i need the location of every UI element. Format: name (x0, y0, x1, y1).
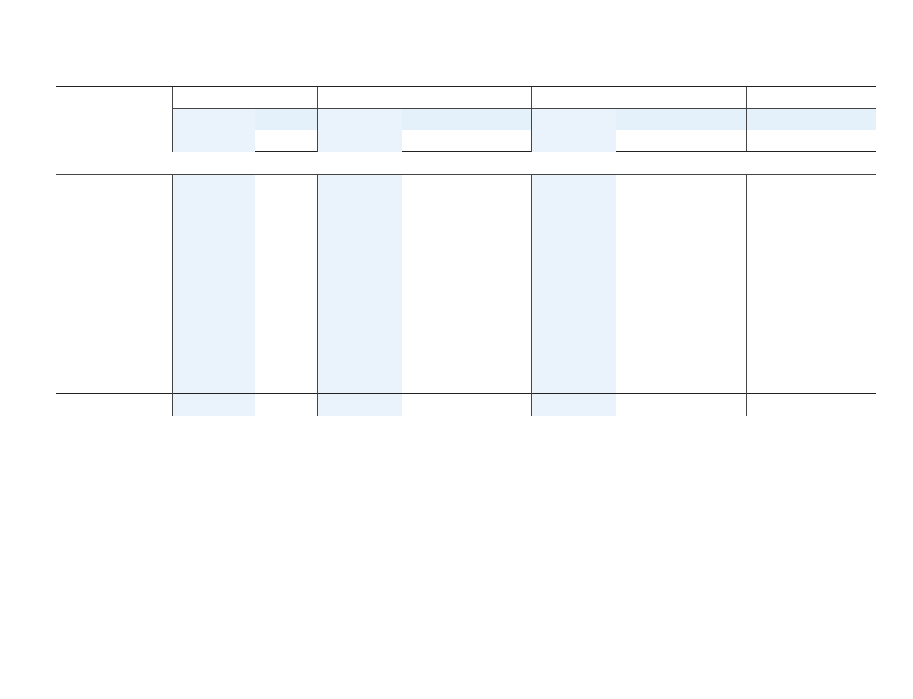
value-cell (746, 393, 789, 415)
value-cell (616, 371, 659, 393)
value-cell (616, 174, 659, 196)
value-cell (703, 284, 746, 306)
task3-header (532, 87, 746, 109)
value-cell (489, 371, 532, 393)
task2-header (318, 87, 532, 109)
value-cell (660, 240, 703, 262)
value-cell (402, 240, 445, 262)
value-cell (489, 262, 532, 284)
value-cell (789, 174, 832, 196)
t2-urecall-header (318, 109, 403, 152)
value-cell (746, 349, 789, 371)
value-cell (660, 262, 703, 284)
value-cell (318, 240, 403, 262)
value-cell (445, 393, 488, 415)
value-cell (660, 306, 703, 328)
t4-map-header (746, 109, 876, 131)
table-row (56, 349, 876, 371)
value-cell (532, 371, 617, 393)
value-cell (746, 240, 789, 262)
value-cell (489, 197, 532, 219)
value-cell (703, 349, 746, 371)
value-cell (489, 349, 532, 371)
t1-urecall-header (173, 109, 256, 152)
task-ids-header (56, 87, 173, 109)
value-cell (173, 218, 256, 240)
value-cell (746, 306, 789, 328)
value-cell (402, 284, 445, 306)
task4-header (746, 87, 876, 109)
value-cell (402, 218, 445, 240)
t2-ck-header (445, 130, 488, 152)
method-name (56, 393, 173, 415)
value-cell (703, 262, 746, 284)
value-cell (746, 371, 789, 393)
value-cell (318, 393, 403, 415)
value-cell (833, 327, 876, 349)
value-cell (255, 371, 317, 393)
value-cell (445, 371, 488, 393)
value-cell (703, 327, 746, 349)
value-cell (402, 197, 445, 219)
value-cell (789, 327, 832, 349)
value-cell (402, 306, 445, 328)
value-cell (532, 327, 617, 349)
value-cell (532, 197, 617, 219)
value-cell (173, 306, 256, 328)
value-cell (789, 371, 832, 393)
value-cell (616, 393, 659, 415)
value-cell (746, 174, 789, 196)
value-cell (489, 327, 532, 349)
value-cell (255, 197, 317, 219)
value-cell (746, 218, 789, 240)
method-name (56, 218, 173, 240)
value-cell (445, 327, 488, 349)
value-cell (489, 218, 532, 240)
value-cell (255, 174, 317, 196)
value-cell (402, 393, 445, 415)
value-cell (833, 218, 876, 240)
value-cell (616, 240, 659, 262)
value-cell (746, 262, 789, 284)
t3-ck-header (660, 130, 703, 152)
value-cell (255, 262, 317, 284)
value-cell (445, 349, 488, 371)
value-cell (445, 174, 488, 196)
value-cell (703, 371, 746, 393)
value-cell (833, 174, 876, 196)
section-title (56, 152, 876, 175)
task1-header (173, 87, 318, 109)
value-cell (703, 306, 746, 328)
value-cell (660, 393, 703, 415)
results-table (56, 86, 876, 416)
value-cell (402, 349, 445, 371)
table-row (56, 197, 876, 219)
value-cell (660, 174, 703, 196)
methods-header (56, 109, 173, 152)
value-cell (703, 218, 746, 240)
method-name (56, 371, 173, 393)
value-cell (255, 306, 317, 328)
value-cell (255, 284, 317, 306)
value-cell (445, 306, 488, 328)
table-row (56, 240, 876, 262)
table-row (56, 174, 876, 196)
value-cell (789, 197, 832, 219)
table-row (56, 327, 876, 349)
t4-both-header (833, 130, 876, 152)
value-cell (616, 327, 659, 349)
value-cell (532, 174, 617, 196)
value-cell (173, 371, 256, 393)
value-cell (445, 284, 488, 306)
value-cell (318, 262, 403, 284)
value-cell (660, 218, 703, 240)
value-cell (318, 306, 403, 328)
value-cell (616, 218, 659, 240)
value-cell (173, 262, 256, 284)
value-cell (445, 262, 488, 284)
value-cell (616, 262, 659, 284)
table-row (56, 284, 876, 306)
t3-map-header (616, 109, 746, 131)
method-name (56, 197, 173, 219)
value-cell (660, 349, 703, 371)
t3-urecall-header (532, 109, 617, 152)
value-cell (789, 262, 832, 284)
value-cell (532, 284, 617, 306)
value-cell (255, 240, 317, 262)
value-cell (789, 284, 832, 306)
value-cell (489, 174, 532, 196)
value-cell (255, 349, 317, 371)
value-cell (660, 327, 703, 349)
value-cell (318, 174, 403, 196)
method-name (56, 240, 173, 262)
value-cell (532, 262, 617, 284)
table-row (56, 218, 876, 240)
value-cell (789, 393, 832, 415)
value-cell (173, 349, 256, 371)
value-cell (318, 218, 403, 240)
value-cell (318, 349, 403, 371)
value-cell (255, 393, 317, 415)
value-cell (489, 284, 532, 306)
t1-ck-header (255, 130, 317, 152)
value-cell (833, 197, 876, 219)
value-cell (789, 240, 832, 262)
value-cell (833, 349, 876, 371)
t3-both-header (703, 130, 746, 152)
value-cell (318, 197, 403, 219)
value-cell (318, 371, 403, 393)
value-cell (532, 240, 617, 262)
value-cell (532, 349, 617, 371)
value-cell (255, 218, 317, 240)
value-cell (789, 349, 832, 371)
value-cell (445, 240, 488, 262)
ours-row (56, 393, 876, 415)
method-name (56, 262, 173, 284)
value-cell (616, 349, 659, 371)
t2-pk-header (402, 130, 445, 152)
t2-both-header (489, 130, 532, 152)
value-cell (173, 393, 256, 415)
value-cell (173, 240, 256, 262)
table-row (56, 262, 876, 284)
value-cell (833, 262, 876, 284)
value-cell (489, 240, 532, 262)
value-cell (746, 197, 789, 219)
value-cell (489, 306, 532, 328)
t3-pk-header (616, 130, 659, 152)
value-cell (445, 197, 488, 219)
value-cell (532, 393, 617, 415)
method-name (56, 349, 173, 371)
table-row (56, 371, 876, 393)
value-cell (833, 371, 876, 393)
value-cell (660, 284, 703, 306)
value-cell (703, 393, 746, 415)
value-cell (833, 393, 876, 415)
value-cell (445, 218, 488, 240)
value-cell (616, 306, 659, 328)
value-cell (789, 218, 832, 240)
t4-pk-header (746, 130, 789, 152)
value-cell (173, 327, 256, 349)
value-cell (703, 197, 746, 219)
value-cell (402, 174, 445, 196)
method-name (56, 284, 173, 306)
table-body (56, 152, 876, 416)
value-cell (532, 218, 617, 240)
value-cell (318, 284, 403, 306)
value-cell (173, 174, 256, 196)
value-cell (402, 262, 445, 284)
value-cell (402, 371, 445, 393)
t1-map-header (255, 109, 317, 131)
value-cell (402, 327, 445, 349)
value-cell (746, 327, 789, 349)
value-cell (746, 284, 789, 306)
value-cell (833, 240, 876, 262)
value-cell (255, 327, 317, 349)
value-cell (318, 327, 403, 349)
value-cell (703, 240, 746, 262)
method-name (56, 174, 173, 196)
value-cell (660, 197, 703, 219)
value-cell (173, 197, 256, 219)
value-cell (616, 284, 659, 306)
value-cell (660, 371, 703, 393)
value-cell (833, 306, 876, 328)
table-row (56, 306, 876, 328)
value-cell (616, 197, 659, 219)
value-cell (833, 284, 876, 306)
value-cell (489, 393, 532, 415)
t2-map-header (402, 109, 532, 131)
value-cell (789, 306, 832, 328)
value-cell (173, 284, 256, 306)
value-cell (532, 306, 617, 328)
t4-ck-header (789, 130, 832, 152)
value-cell (703, 174, 746, 196)
method-name (56, 306, 173, 328)
method-name (56, 327, 173, 349)
